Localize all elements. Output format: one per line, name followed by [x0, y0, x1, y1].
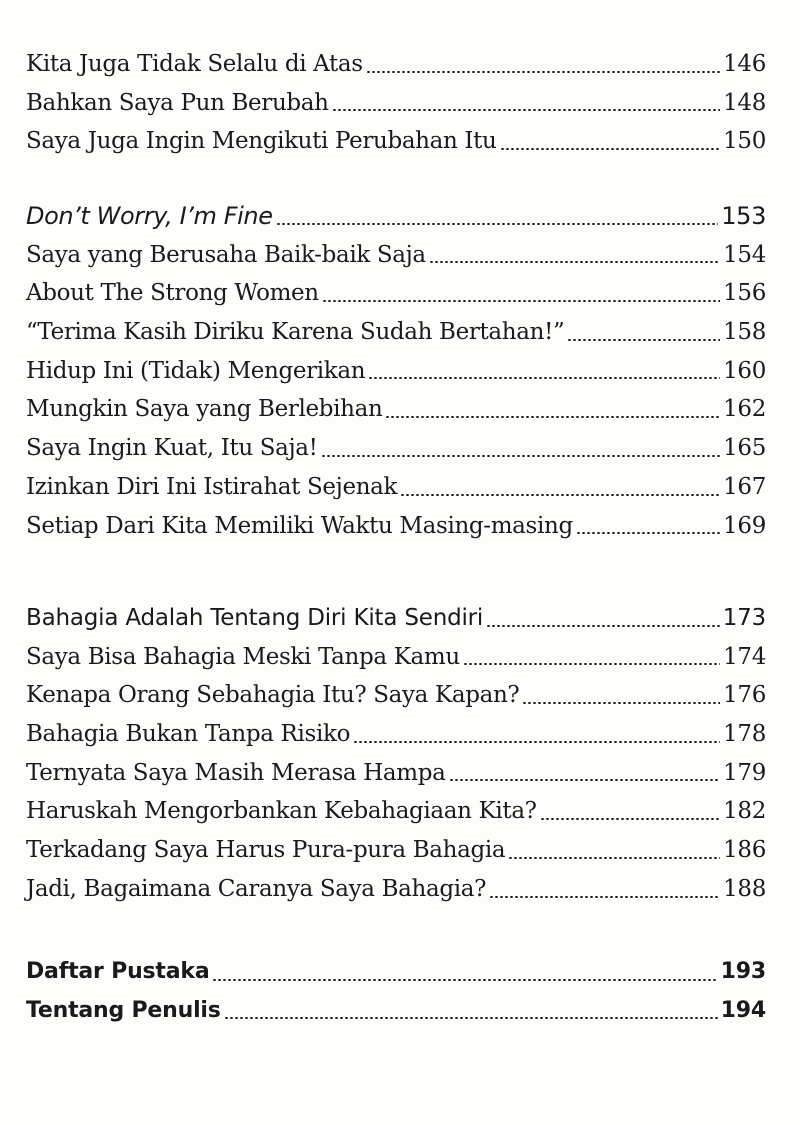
toc-heading-page: 153 — [721, 202, 766, 230]
toc-entry-page: 146 — [723, 51, 766, 77]
toc-entry-page: 188 — [723, 875, 766, 902]
toc-entry-page: 150 — [723, 128, 766, 155]
toc-entry-page: 176 — [723, 682, 766, 709]
toc-entry-title: “Terima Kasih Diriku Karena Sudah Bertahan!” — [26, 319, 565, 346]
toc-entry — [26, 507, 766, 546]
dot-leader — [489, 896, 720, 898]
toc-entry — [26, 45, 766, 84]
toc-entry-title: Tentang Penulis — [26, 997, 221, 1023]
toc-entry-page: 194 — [720, 997, 766, 1023]
toc-entry — [26, 754, 766, 793]
dot-leader — [576, 532, 720, 534]
toc-entry-title: Mungkin Saya yang Berlebihan — [26, 396, 383, 423]
toc-entry-page: 158 — [723, 319, 766, 346]
toc-entry-title: Kita Juga Tidak Selalu di Atas — [26, 51, 363, 77]
toc-entry-page: 182 — [723, 798, 766, 825]
toc-entry-page: 160 — [723, 357, 766, 384]
toc-entry — [26, 313, 766, 352]
dot-leader — [449, 779, 721, 781]
toc-entry-page: 186 — [723, 837, 766, 864]
toc-entry-title: Ternyata Saya Masih Merasa Hampa — [26, 759, 446, 786]
toc-entry-page: 148 — [723, 89, 766, 116]
toc-entry — [26, 429, 766, 468]
toc-entry-title: Setiap Dari Kita Memiliki Waktu Masing-masing — [26, 512, 573, 539]
dot-leader — [508, 857, 720, 859]
toc-back-matter-entry — [26, 992, 766, 1031]
dot-leader — [224, 1017, 718, 1019]
dot-leader — [212, 979, 717, 981]
toc-entry-title: Haruskah Mengorbankan Kebahagiaan Kita? — [26, 798, 537, 825]
toc-section-heading — [26, 197, 766, 236]
toc-entry-title: Hidup Ini (Tidak) Mengerikan — [26, 357, 366, 384]
toc-entry-page: 174 — [723, 643, 766, 670]
dot-leader — [400, 494, 720, 496]
toc-entry — [26, 274, 766, 313]
toc-entry-title: Jadi, Bagaimana Caranya Saya Bahagia? — [26, 875, 487, 902]
toc-entry-title: About The Strong Women — [26, 280, 319, 307]
dot-leader — [500, 148, 721, 150]
toc-entry-title: Izinkan Diri Ini Istirahat Sejenak — [26, 473, 398, 500]
dot-leader — [486, 625, 720, 627]
toc-entry — [26, 236, 766, 275]
dot-leader — [353, 741, 720, 743]
toc-entry-title: Saya Ingin Kuat, Itu Saja! — [26, 435, 318, 462]
dot-leader — [321, 455, 721, 457]
dot-leader — [368, 377, 720, 379]
toc-group-1 — [26, 45, 766, 161]
toc-entry-title: Bahagia Bukan Tanpa Risiko — [26, 721, 351, 748]
toc-entry-page: 193 — [720, 959, 766, 984]
toc-entry-title: Saya Juga Ingin Mengikuti Perubahan Itu — [26, 128, 497, 155]
dot-leader — [385, 416, 720, 418]
dot-leader — [276, 223, 719, 225]
toc-entry-page: 165 — [723, 435, 766, 462]
toc-entry-title: Kenapa Orang Sebahagia Itu? Saya Kapan? — [26, 682, 520, 709]
dot-leader — [567, 339, 720, 341]
toc-entry-page: 178 — [723, 721, 766, 748]
toc-entry — [26, 638, 766, 677]
toc-back-matter-entry — [26, 953, 766, 992]
dot-leader — [463, 663, 720, 665]
toc-entry-page: 156 — [723, 280, 766, 307]
toc-heading-page: 173 — [722, 605, 766, 631]
toc-entry-page: 179 — [723, 759, 766, 786]
toc-section-heading — [26, 599, 766, 638]
toc-entry — [26, 122, 766, 161]
toc-entry-page: 169 — [723, 512, 766, 539]
toc-heading-title: Bahagia Adalah Tentang Diri Kita Sendiri — [26, 605, 484, 631]
toc-entry — [26, 870, 766, 909]
toc-entry — [26, 715, 766, 754]
toc-entry — [26, 831, 766, 870]
toc-group-3 — [26, 599, 766, 909]
toc-entry-title: Saya yang Berusaha Baik-baik Saja — [26, 241, 426, 268]
dot-leader — [322, 300, 720, 302]
toc-group-2 — [26, 197, 766, 545]
toc-entry — [26, 468, 766, 507]
toc-entry-page: 167 — [723, 473, 766, 500]
toc-entry — [26, 792, 766, 831]
toc-entry-page: 162 — [723, 396, 766, 423]
toc-entry-page: 154 — [723, 241, 766, 268]
dot-leader — [332, 109, 721, 111]
dot-leader — [540, 818, 720, 820]
dot-leader — [366, 71, 720, 73]
dot-leader — [429, 261, 720, 263]
toc-entry — [26, 676, 766, 715]
toc-group-4 — [26, 953, 766, 1030]
dot-leader — [522, 702, 720, 704]
toc-entry-title: Bahkan Saya Pun Berubah — [26, 89, 329, 116]
toc-entry-title: Daftar Pustaka — [26, 959, 210, 984]
toc-entry-title: Terkadang Saya Harus Pura-pura Bahagia — [26, 837, 506, 864]
toc-entry-title: Saya Bisa Bahagia Meski Tanpa Kamu — [26, 643, 460, 670]
toc-entry — [26, 84, 766, 123]
toc-entry — [26, 390, 766, 429]
toc-entry — [26, 352, 766, 391]
toc-heading-title: Don’t Worry, I’m Fine — [26, 202, 273, 230]
